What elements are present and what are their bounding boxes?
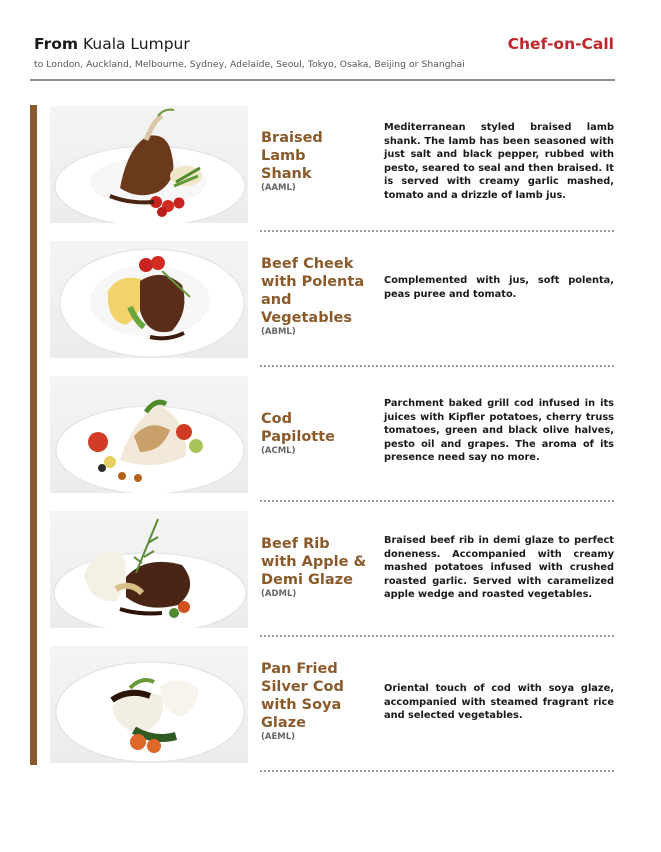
- dish-photo-cod-papilotte: [50, 376, 248, 493]
- dish-name: Beef Cheek with Polenta and Vegetables (ABML): [261, 255, 376, 337]
- menu-item-beef-cheek: [50, 241, 614, 376]
- dish-description: Complemented with jus, soft polenta, peas puree and tomato.: [384, 275, 614, 300]
- dish-name: Beef Rib with Apple & Demi Glaze (ADML): [261, 535, 376, 599]
- dish-photo-lamb-shank: [50, 106, 248, 223]
- page-header: [34, 34, 616, 71]
- header-divider: [30, 79, 615, 81]
- menu-item-cod-papilotte: [50, 376, 614, 511]
- dish-description: Oriental touch of cod with soya glaze, accompanied with steamed fragrant rice and selected vegetables.: [384, 683, 614, 722]
- item-divider: [260, 365, 614, 367]
- dish-code: (ACML): [261, 446, 296, 456]
- item-divider: [260, 230, 614, 232]
- origin-city: Kuala Lumpur: [82, 35, 190, 53]
- menu-item-pan-fried-silver-cod: [50, 646, 614, 781]
- item-divider: [260, 500, 614, 502]
- brand-title: Chef-on-Call: [507, 35, 614, 53]
- dish-name: Pan Fried Silver Cod with Soya Glaze (AEML): [261, 660, 376, 742]
- item-divider: [260, 770, 614, 772]
- menu-item-braised-lamb-shank: [50, 106, 614, 241]
- side-accent-bar: [30, 105, 37, 765]
- dish-photo-beef-rib: [50, 511, 248, 628]
- dish-name: Cod Papilotte (ACML): [261, 410, 376, 456]
- from-label: From: [34, 35, 79, 53]
- dish-code: (ADML): [261, 589, 297, 599]
- dish-name: Braised Lamb Shank (AAML): [261, 129, 376, 193]
- dish-photo-beef-cheek: [50, 241, 248, 358]
- destination-list: to London, Auckland, Melbourne, Sydney, Adelaide, Seoul, Tokyo, Osaka, Beijing or Shanghai: [34, 59, 465, 70]
- dish-photo-silver-cod: [50, 646, 248, 763]
- dish-code: (AEML): [261, 732, 296, 742]
- menu-item-beef-rib: [50, 511, 614, 646]
- dish-description: Mediterranean styled braised lamb shank. The lamb has been seasoned with just salt and black pepper, rubbed with pesto, seared to seal and then braised. It is served with creamy garlic mashed, tomato and a drizzle of lamb jus.: [384, 122, 614, 201]
- item-divider: [260, 635, 614, 637]
- dish-description: Parchment baked grill cod infused in its juices with Kipfler potatoes, cherry truss tomatoes, green and black olive halves, pesto oil and grapes. The aroma of its presence need say no more.: [384, 398, 614, 464]
- dish-code: (ABML): [261, 327, 296, 337]
- dish-code: (AAML): [261, 183, 296, 193]
- dish-description: Braised beef rib in demi glaze to perfect doneness. Accompanied with creamy mashed potatoes infused with crushed roasted garlic. Served with caramelized apple wedge and roasted vegetables.: [384, 535, 614, 601]
